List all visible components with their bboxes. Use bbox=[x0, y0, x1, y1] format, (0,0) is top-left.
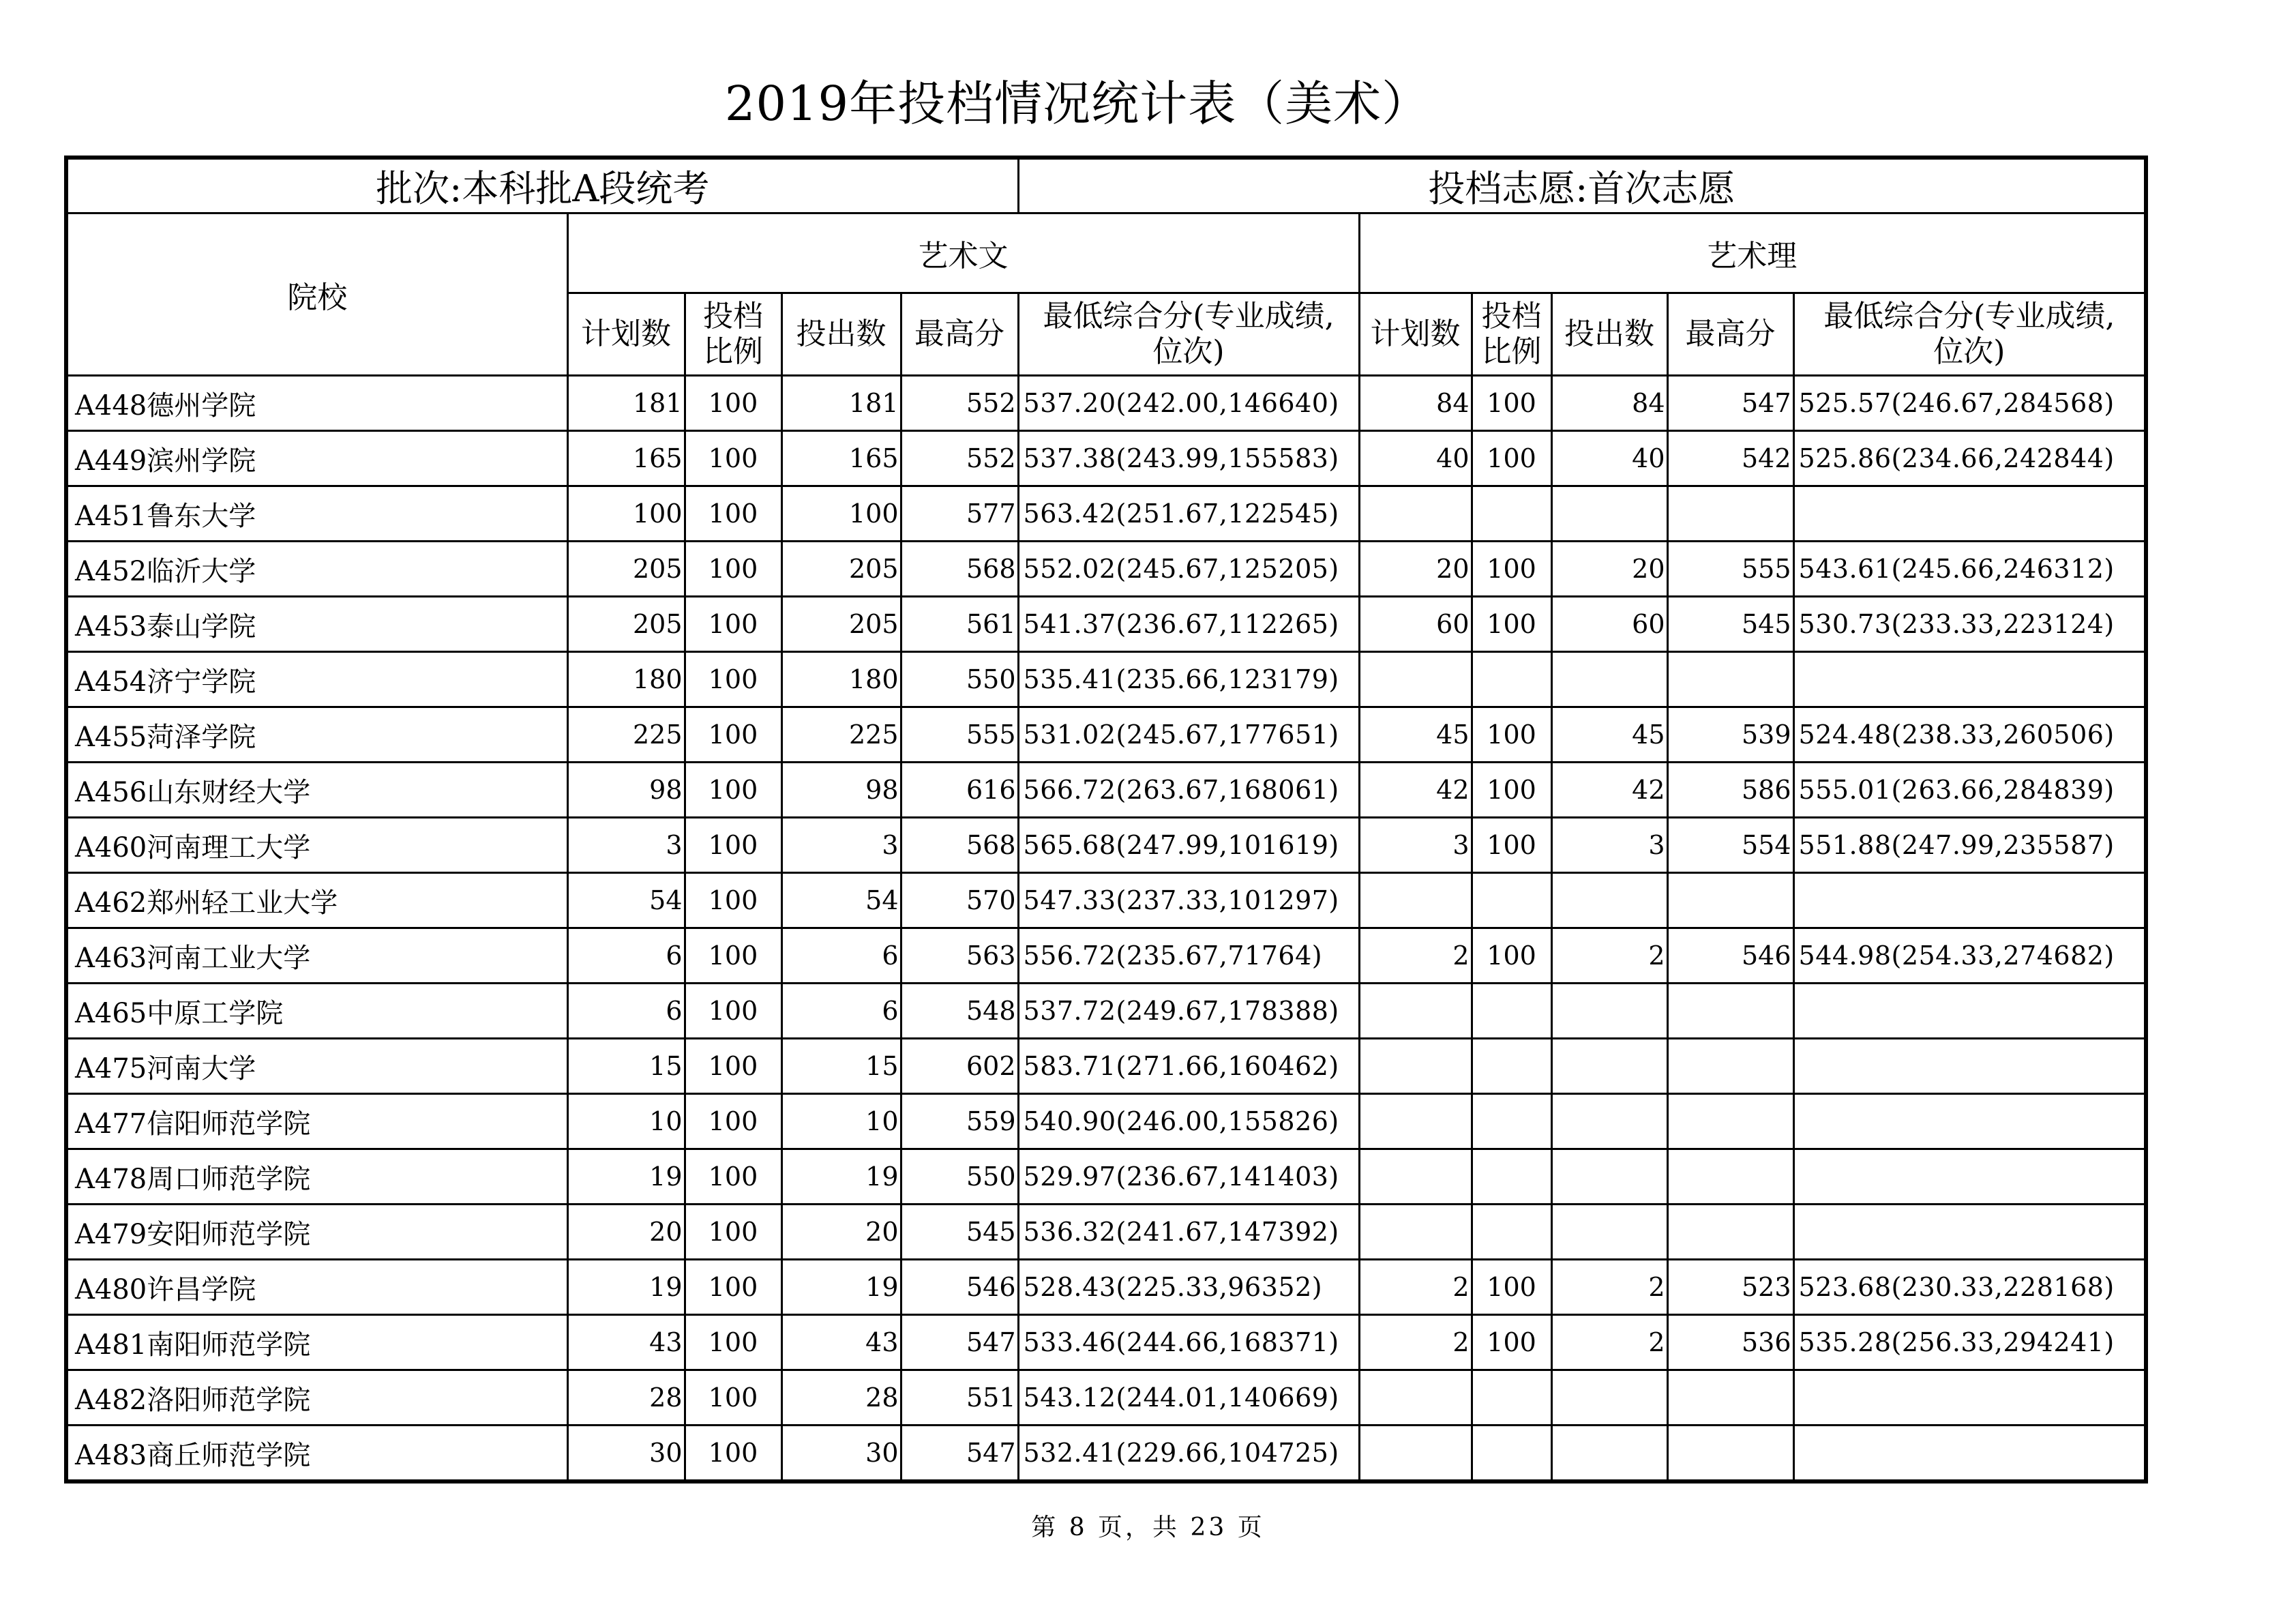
batch-label: 批次:本科批A段统考 bbox=[66, 158, 1018, 213]
cell-li-ratio: 100 bbox=[1472, 763, 1551, 818]
cell-school: A463河南工业大学 bbox=[66, 928, 567, 984]
col-header-admitted: 投出数 bbox=[1551, 293, 1667, 376]
cell-wen-min-score: 540.90(246.00,155826) bbox=[1018, 1094, 1359, 1149]
cell-wen-ratio: 100 bbox=[685, 928, 781, 984]
cell-wen-min-score: 543.12(244.01,140669) bbox=[1018, 1370, 1359, 1426]
table-row bbox=[66, 376, 2146, 431]
cell-li-admitted: 42 bbox=[1551, 763, 1667, 818]
cell-li-plan: 45 bbox=[1359, 707, 1472, 763]
cell-li-max bbox=[1667, 1149, 1793, 1205]
cell-school: A455菏泽学院 bbox=[66, 707, 567, 763]
cell-li-plan: 2 bbox=[1359, 1260, 1472, 1315]
cell-wen-plan: 205 bbox=[567, 542, 685, 597]
cell-wen-max: 616 bbox=[901, 763, 1018, 818]
cell-li-max bbox=[1667, 984, 1793, 1039]
cell-wen-min-score: 583.71(271.66,160462) bbox=[1018, 1039, 1359, 1094]
school-header: 院校 bbox=[66, 213, 567, 376]
cell-wen-plan: 20 bbox=[567, 1205, 685, 1260]
cell-wen-plan: 6 bbox=[567, 984, 685, 1039]
cell-li-admitted: 84 bbox=[1551, 376, 1667, 431]
cell-li-admitted bbox=[1551, 873, 1667, 928]
cell-li-plan: 20 bbox=[1359, 542, 1472, 597]
cell-school: A479安阳师范学院 bbox=[66, 1205, 567, 1260]
cell-li-admitted bbox=[1551, 1149, 1667, 1205]
cell-wen-plan: 98 bbox=[567, 763, 685, 818]
cell-school: A456山东财经大学 bbox=[66, 763, 567, 818]
cell-li-max bbox=[1667, 1094, 1793, 1149]
cell-li-max: 536 bbox=[1667, 1315, 1793, 1370]
col-header-max: 最高分 bbox=[901, 293, 1018, 376]
cell-wen-max: 561 bbox=[901, 597, 1018, 652]
col-header-ratio-text: 投档比例 bbox=[1481, 299, 1542, 369]
cell-li-plan bbox=[1359, 1039, 1472, 1094]
cell-li-max: 586 bbox=[1667, 763, 1793, 818]
cell-wen-min-score: 528.43(225.33,96352) bbox=[1018, 1260, 1359, 1315]
cell-li-ratio: 100 bbox=[1472, 1260, 1551, 1315]
cell-school: A454济宁学院 bbox=[66, 652, 567, 707]
cell-wen-ratio: 100 bbox=[685, 1205, 781, 1260]
cell-school: A449滨州学院 bbox=[66, 431, 567, 486]
cell-li-admitted: 20 bbox=[1551, 542, 1667, 597]
cell-wen-admitted: 54 bbox=[781, 873, 901, 928]
cell-wen-admitted: 19 bbox=[781, 1260, 901, 1315]
cell-li-admitted: 2 bbox=[1551, 928, 1667, 984]
cell-li-ratio: 100 bbox=[1472, 1315, 1551, 1370]
table-row bbox=[66, 652, 2146, 707]
cell-li-ratio bbox=[1472, 984, 1551, 1039]
cell-school: A478周口师范学院 bbox=[66, 1149, 567, 1205]
cell-li-plan: 42 bbox=[1359, 763, 1472, 818]
cell-wen-ratio: 100 bbox=[685, 1370, 781, 1426]
cell-li-min-score: 525.86(234.66,242844) bbox=[1793, 431, 2146, 486]
cell-wen-admitted: 10 bbox=[781, 1094, 901, 1149]
col-header-min bbox=[1018, 293, 1359, 376]
cell-wen-ratio: 100 bbox=[685, 818, 781, 873]
cell-wen-plan: 54 bbox=[567, 873, 685, 928]
cell-li-ratio: 100 bbox=[1472, 376, 1551, 431]
table-row bbox=[66, 928, 2146, 984]
table-row bbox=[66, 486, 2146, 542]
cell-wen-plan: 100 bbox=[567, 486, 685, 542]
cell-li-max bbox=[1667, 652, 1793, 707]
cell-school: A452临沂大学 bbox=[66, 542, 567, 597]
cell-li-plan bbox=[1359, 873, 1472, 928]
cell-li-ratio: 100 bbox=[1472, 818, 1551, 873]
cell-wen-min-score: 529.97(236.67,141403) bbox=[1018, 1149, 1359, 1205]
cell-wen-admitted: 15 bbox=[781, 1039, 901, 1094]
cell-wen-ratio: 100 bbox=[685, 597, 781, 652]
cell-li-min-score bbox=[1793, 1094, 2146, 1149]
cell-wen-admitted: 180 bbox=[781, 652, 901, 707]
cell-wen-admitted: 6 bbox=[781, 984, 901, 1039]
cell-wen-admitted: 100 bbox=[781, 486, 901, 542]
cell-wen-admitted: 205 bbox=[781, 597, 901, 652]
cell-wen-ratio: 100 bbox=[685, 486, 781, 542]
cell-li-ratio bbox=[1472, 1039, 1551, 1094]
cell-wen-plan: 19 bbox=[567, 1260, 685, 1315]
table-row bbox=[66, 542, 2146, 597]
cell-school: A448德州学院 bbox=[66, 376, 567, 431]
cell-wen-max: 547 bbox=[901, 1315, 1018, 1370]
table-row bbox=[66, 1149, 2146, 1205]
cell-li-max bbox=[1667, 486, 1793, 542]
table-row bbox=[66, 1039, 2146, 1094]
volunteer-label: 投档志愿:首次志愿 bbox=[1018, 158, 2146, 213]
cell-li-max: 546 bbox=[1667, 928, 1793, 984]
cell-wen-ratio: 100 bbox=[685, 542, 781, 597]
cell-wen-ratio: 100 bbox=[685, 873, 781, 928]
cell-wen-min-score: 565.68(247.99,101619) bbox=[1018, 818, 1359, 873]
cell-wen-max: 552 bbox=[901, 376, 1018, 431]
cell-li-ratio bbox=[1472, 1205, 1551, 1260]
cell-wen-ratio: 100 bbox=[685, 763, 781, 818]
cell-li-max: 545 bbox=[1667, 597, 1793, 652]
cell-school: A475河南大学 bbox=[66, 1039, 567, 1094]
cell-wen-min-score: 566.72(263.67,168061) bbox=[1018, 763, 1359, 818]
cell-li-plan bbox=[1359, 1094, 1472, 1149]
cell-li-min-score: 530.73(233.33,223124) bbox=[1793, 597, 2146, 652]
cell-li-min-score: 551.88(247.99,235587) bbox=[1793, 818, 2146, 873]
cell-li-ratio bbox=[1472, 652, 1551, 707]
cell-li-plan: 60 bbox=[1359, 597, 1472, 652]
cell-li-max: 555 bbox=[1667, 542, 1793, 597]
cell-li-min-score: 523.68(230.33,228168) bbox=[1793, 1260, 2146, 1315]
cell-li-plan bbox=[1359, 652, 1472, 707]
cell-wen-max: 552 bbox=[901, 431, 1018, 486]
cell-wen-max: 577 bbox=[901, 486, 1018, 542]
cell-li-admitted bbox=[1551, 486, 1667, 542]
page-footer: 第 8 页，共 23 页 bbox=[1031, 1514, 1265, 1541]
col-header-ratio-text: 投档比例 bbox=[702, 299, 763, 369]
cell-wen-admitted: 28 bbox=[781, 1370, 901, 1426]
cell-wen-plan: 225 bbox=[567, 707, 685, 763]
cell-li-min-score: 544.98(254.33,274682) bbox=[1793, 928, 2146, 984]
cell-wen-min-score: 533.46(244.66,168371) bbox=[1018, 1315, 1359, 1370]
cell-wen-ratio: 100 bbox=[685, 1426, 781, 1482]
cell-li-plan: 2 bbox=[1359, 1315, 1472, 1370]
cell-li-admitted: 60 bbox=[1551, 597, 1667, 652]
cell-li-min-score bbox=[1793, 1370, 2146, 1426]
cell-li-plan: 40 bbox=[1359, 431, 1472, 486]
cell-school: A462郑州轻工业大学 bbox=[66, 873, 567, 928]
col-header-ratio bbox=[685, 293, 781, 376]
header-row-groups bbox=[66, 213, 2146, 293]
table-row bbox=[66, 1260, 2146, 1315]
cell-li-plan bbox=[1359, 1149, 1472, 1205]
cell-wen-min-score: 556.72(235.67,71764) bbox=[1018, 928, 1359, 984]
col-header-plan: 计划数 bbox=[1359, 293, 1472, 376]
cell-li-min-score: 543.61(245.66,246312) bbox=[1793, 542, 2146, 597]
table-row bbox=[66, 1094, 2146, 1149]
cell-li-max bbox=[1667, 1205, 1793, 1260]
table-row bbox=[66, 1205, 2146, 1260]
cell-wen-min-score: 547.33(237.33,101297) bbox=[1018, 873, 1359, 928]
cell-wen-max: 551 bbox=[901, 1370, 1018, 1426]
cell-li-admitted: 2 bbox=[1551, 1315, 1667, 1370]
cell-wen-plan: 205 bbox=[567, 597, 685, 652]
cell-li-max bbox=[1667, 1039, 1793, 1094]
admission-table bbox=[64, 156, 2148, 1483]
cell-li-min-score bbox=[1793, 873, 2146, 928]
col-header-ratio bbox=[1472, 293, 1551, 376]
cell-li-plan: 2 bbox=[1359, 928, 1472, 984]
cell-wen-max: 547 bbox=[901, 1426, 1018, 1482]
table-row bbox=[66, 984, 2146, 1039]
cell-li-plan bbox=[1359, 984, 1472, 1039]
cell-li-admitted bbox=[1551, 1039, 1667, 1094]
cell-li-max bbox=[1667, 1426, 1793, 1482]
page-title: 2019年投档情况统计表（美术） bbox=[724, 76, 1431, 132]
cell-li-ratio: 100 bbox=[1472, 597, 1551, 652]
cell-li-admitted: 3 bbox=[1551, 818, 1667, 873]
cell-wen-plan: 15 bbox=[567, 1039, 685, 1094]
cell-school: A465中原工学院 bbox=[66, 984, 567, 1039]
cell-wen-ratio: 100 bbox=[685, 1149, 781, 1205]
batch-row bbox=[66, 158, 2146, 213]
cell-wen-plan: 30 bbox=[567, 1426, 685, 1482]
cell-li-min-score bbox=[1793, 1149, 2146, 1205]
group-header-wen: 艺术文 bbox=[567, 213, 1359, 293]
cell-wen-max: 550 bbox=[901, 652, 1018, 707]
col-header-plan: 计划数 bbox=[567, 293, 685, 376]
cell-li-admitted bbox=[1551, 984, 1667, 1039]
cell-li-ratio: 100 bbox=[1472, 542, 1551, 597]
cell-school: A481南阳师范学院 bbox=[66, 1315, 567, 1370]
cell-wen-plan: 181 bbox=[567, 376, 685, 431]
cell-wen-plan: 165 bbox=[567, 431, 685, 486]
table-row bbox=[66, 1426, 2146, 1482]
cell-wen-max: 545 bbox=[901, 1205, 1018, 1260]
cell-li-plan: 84 bbox=[1359, 376, 1472, 431]
cell-wen-plan: 28 bbox=[567, 1370, 685, 1426]
cell-wen-admitted: 3 bbox=[781, 818, 901, 873]
cell-wen-admitted: 205 bbox=[781, 542, 901, 597]
cell-wen-ratio: 100 bbox=[685, 376, 781, 431]
cell-wen-max: 602 bbox=[901, 1039, 1018, 1094]
col-header-min bbox=[1793, 293, 2146, 376]
cell-li-max bbox=[1667, 873, 1793, 928]
cell-school: A483商丘师范学院 bbox=[66, 1426, 567, 1482]
cell-wen-admitted: 181 bbox=[781, 376, 901, 431]
cell-li-admitted bbox=[1551, 652, 1667, 707]
cell-wen-plan: 180 bbox=[567, 652, 685, 707]
cell-li-ratio bbox=[1472, 486, 1551, 542]
cell-wen-min-score: 563.42(251.67,122545) bbox=[1018, 486, 1359, 542]
cell-wen-ratio: 100 bbox=[685, 1260, 781, 1315]
cell-wen-max: 550 bbox=[901, 1149, 1018, 1205]
table-row bbox=[66, 707, 2146, 763]
cell-wen-min-score: 535.41(235.66,123179) bbox=[1018, 652, 1359, 707]
cell-school: A451鲁东大学 bbox=[66, 486, 567, 542]
cell-wen-ratio: 100 bbox=[685, 1039, 781, 1094]
table-row bbox=[66, 597, 2146, 652]
cell-wen-max: 570 bbox=[901, 873, 1018, 928]
cell-li-max: 554 bbox=[1667, 818, 1793, 873]
cell-li-ratio bbox=[1472, 1094, 1551, 1149]
cell-wen-admitted: 19 bbox=[781, 1149, 901, 1205]
cell-wen-min-score: 537.20(242.00,146640) bbox=[1018, 376, 1359, 431]
cell-wen-admitted: 165 bbox=[781, 431, 901, 486]
col-header-admitted: 投出数 bbox=[781, 293, 901, 376]
table-row bbox=[66, 1315, 2146, 1370]
cell-wen-plan: 6 bbox=[567, 928, 685, 984]
cell-li-ratio bbox=[1472, 1370, 1551, 1426]
cell-li-admitted: 2 bbox=[1551, 1260, 1667, 1315]
cell-wen-min-score: 537.38(243.99,155583) bbox=[1018, 431, 1359, 486]
cell-wen-plan: 10 bbox=[567, 1094, 685, 1149]
cell-li-plan bbox=[1359, 1370, 1472, 1426]
cell-wen-max: 546 bbox=[901, 1260, 1018, 1315]
cell-wen-ratio: 100 bbox=[685, 431, 781, 486]
cell-li-min-score bbox=[1793, 1205, 2146, 1260]
cell-wen-max: 555 bbox=[901, 707, 1018, 763]
cell-wen-ratio: 100 bbox=[685, 707, 781, 763]
cell-li-max bbox=[1667, 1370, 1793, 1426]
cell-wen-plan: 43 bbox=[567, 1315, 685, 1370]
cell-school: A482洛阳师范学院 bbox=[66, 1370, 567, 1426]
cell-wen-admitted: 6 bbox=[781, 928, 901, 984]
cell-li-admitted: 40 bbox=[1551, 431, 1667, 486]
cell-wen-admitted: 225 bbox=[781, 707, 901, 763]
group-header-li: 艺术理 bbox=[1359, 213, 2146, 293]
cell-wen-ratio: 100 bbox=[685, 1315, 781, 1370]
cell-li-ratio bbox=[1472, 873, 1551, 928]
cell-wen-plan: 3 bbox=[567, 818, 685, 873]
table-row bbox=[66, 873, 2146, 928]
cell-wen-admitted: 30 bbox=[781, 1426, 901, 1482]
cell-li-min-score bbox=[1793, 1039, 2146, 1094]
cell-li-ratio: 100 bbox=[1472, 928, 1551, 984]
table-row bbox=[66, 763, 2146, 818]
table-row bbox=[66, 818, 2146, 873]
cell-wen-admitted: 20 bbox=[781, 1205, 901, 1260]
cell-li-min-score bbox=[1793, 1426, 2146, 1482]
col-header-max: 最高分 bbox=[1667, 293, 1793, 376]
cell-wen-min-score: 531.02(245.67,177651) bbox=[1018, 707, 1359, 763]
cell-wen-min-score: 537.72(249.67,178388) bbox=[1018, 984, 1359, 1039]
cell-wen-ratio: 100 bbox=[685, 984, 781, 1039]
cell-li-max: 542 bbox=[1667, 431, 1793, 486]
cell-li-max: 539 bbox=[1667, 707, 1793, 763]
cell-li-max: 547 bbox=[1667, 376, 1793, 431]
cell-li-plan bbox=[1359, 486, 1472, 542]
cell-wen-ratio: 100 bbox=[685, 652, 781, 707]
cell-li-min-score: 535.28(256.33,294241) bbox=[1793, 1315, 2146, 1370]
cell-li-plan bbox=[1359, 1426, 1472, 1482]
cell-li-admitted bbox=[1551, 1426, 1667, 1482]
cell-li-ratio bbox=[1472, 1149, 1551, 1205]
cell-li-min-score bbox=[1793, 486, 2146, 542]
table-row bbox=[66, 1370, 2146, 1426]
cell-wen-plan: 19 bbox=[567, 1149, 685, 1205]
cell-li-min-score bbox=[1793, 984, 2146, 1039]
cell-wen-min-score: 552.02(245.67,125205) bbox=[1018, 542, 1359, 597]
cell-li-min-score: 555.01(263.66,284839) bbox=[1793, 763, 2146, 818]
cell-li-min-score bbox=[1793, 652, 2146, 707]
cell-li-admitted bbox=[1551, 1094, 1667, 1149]
cell-wen-min-score: 536.32(241.67,147392) bbox=[1018, 1205, 1359, 1260]
cell-wen-ratio: 100 bbox=[685, 1094, 781, 1149]
cell-li-admitted bbox=[1551, 1205, 1667, 1260]
table-row bbox=[66, 431, 2146, 486]
cell-wen-max: 559 bbox=[901, 1094, 1018, 1149]
cell-li-admitted bbox=[1551, 1370, 1667, 1426]
col-header-min-text: 最低综合分(专业成绩,位次) bbox=[1823, 299, 2115, 369]
cell-li-plan: 3 bbox=[1359, 818, 1472, 873]
cell-wen-min-score: 532.41(229.66,104725) bbox=[1018, 1426, 1359, 1482]
cell-school: A460河南理工大学 bbox=[66, 818, 567, 873]
cell-li-max: 523 bbox=[1667, 1260, 1793, 1315]
cell-li-ratio: 100 bbox=[1472, 431, 1551, 486]
cell-wen-admitted: 43 bbox=[781, 1315, 901, 1370]
cell-school: A453泰山学院 bbox=[66, 597, 567, 652]
cell-li-min-score: 525.57(246.67,284568) bbox=[1793, 376, 2146, 431]
cell-wen-admitted: 98 bbox=[781, 763, 901, 818]
col-header-min-text: 最低综合分(专业成绩,位次) bbox=[1043, 299, 1335, 369]
cell-wen-max: 563 bbox=[901, 928, 1018, 984]
cell-wen-max: 548 bbox=[901, 984, 1018, 1039]
cell-school: A480许昌学院 bbox=[66, 1260, 567, 1315]
cell-li-admitted: 45 bbox=[1551, 707, 1667, 763]
cell-li-ratio bbox=[1472, 1426, 1551, 1482]
cell-wen-min-score: 541.37(236.67,112265) bbox=[1018, 597, 1359, 652]
cell-li-ratio: 100 bbox=[1472, 707, 1551, 763]
cell-school: A477信阳师范学院 bbox=[66, 1094, 567, 1149]
cell-wen-max: 568 bbox=[901, 542, 1018, 597]
cell-wen-max: 568 bbox=[901, 818, 1018, 873]
cell-li-min-score: 524.48(238.33,260506) bbox=[1793, 707, 2146, 763]
cell-li-plan bbox=[1359, 1205, 1472, 1260]
